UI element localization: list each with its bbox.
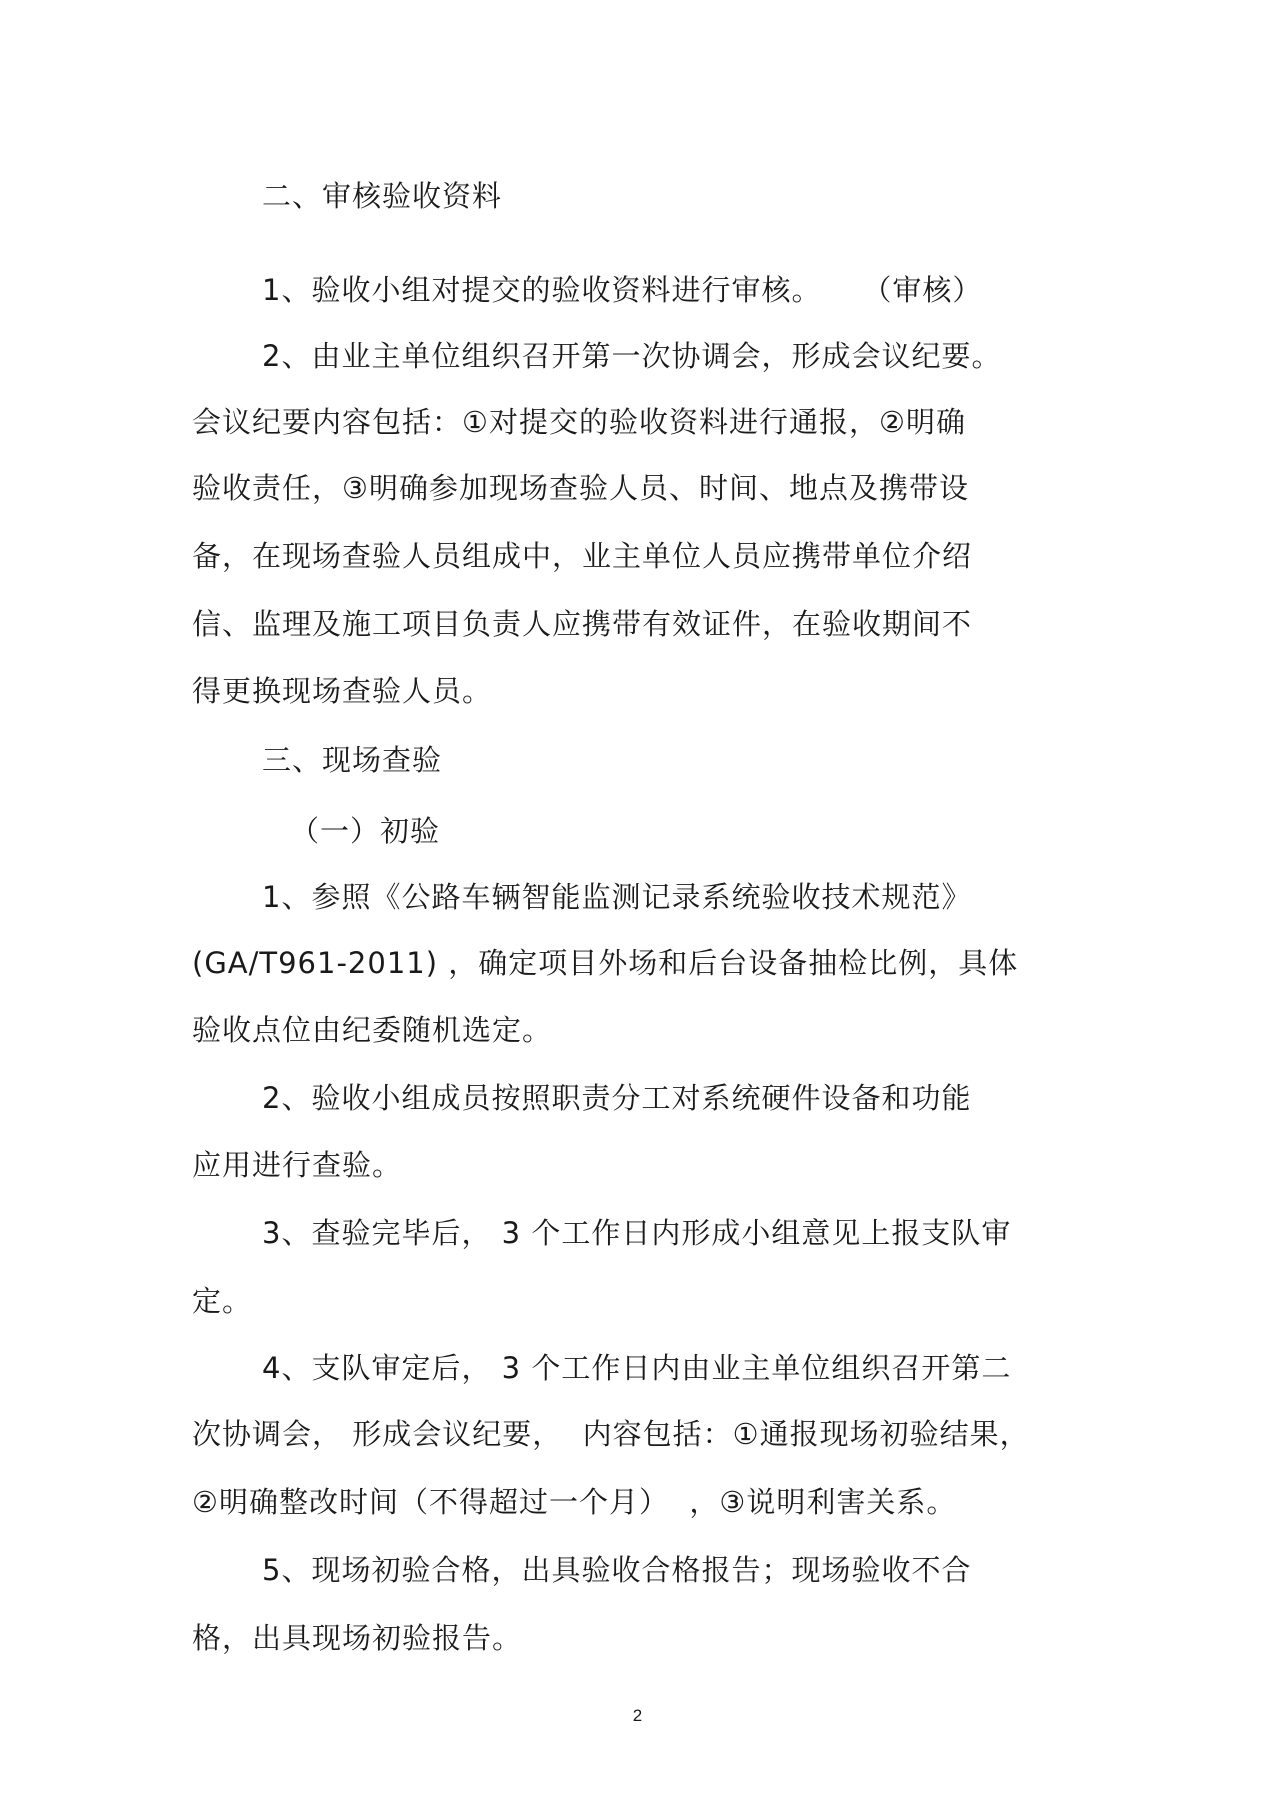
subsection-heading-initial: （一）初验 [290, 814, 441, 848]
paragraph-line: 1、验收小组对提交的验收资料进行审核。 （审核） [262, 273, 983, 307]
section-heading-review: 二、审核验收资料 [262, 179, 503, 213]
paragraph-line: 备，在现场查验人员组成中，业主单位人员应携带单位介绍 [192, 539, 973, 573]
page-number: 2 [632, 1706, 643, 1725]
paragraph-line: ②明确整改时间（不得超过一个月） ，③说明利害关系。 [192, 1485, 957, 1519]
paragraph-line: (GA/T961-2011) ，确定项目外场和后台设备抽检比例，具体 [192, 946, 1019, 980]
paragraph-line: 验收责任，③明确参加现场查验人员、时间、地点及携带设 [192, 471, 969, 505]
paragraph-line: 格，出具现场初验报告。 [192, 1621, 523, 1655]
paragraph-line: 得更换现场查验人员。 [192, 674, 493, 708]
paragraph-line: 会议纪要内容包括：①对提交的验收资料进行通报，②明确 [192, 405, 966, 439]
paragraph-line: 2、验收小组成员按照职责分工对系统硬件设备和功能 [262, 1081, 972, 1115]
paragraph-line: 信、监理及施工项目负责人应携带有效证件，在验收期间不 [192, 607, 973, 641]
paragraph-line: 1、参照《公路车辆智能监测记录系统验收技术规范》 [262, 880, 972, 914]
paragraph-line: 2、由业主单位组织召开第一次协调会，形成会议纪要。 [262, 339, 1002, 373]
paragraph-line: 应用进行查验。 [192, 1148, 403, 1182]
paragraph-line: 5、现场初验合格，出具验收合格报告；现场验收不合 [262, 1553, 972, 1587]
paragraph-line: 验收点位由纪委随机选定。 [192, 1013, 553, 1047]
paragraph-line: 3、查验完毕后， 3 个工作日内形成小组意见上报支队审 [262, 1216, 1012, 1250]
paragraph-line: 4、支队审定后， 3 个工作日内由业主单位组织召开第二 [262, 1351, 1012, 1385]
section-heading-inspection: 三、现场查验 [262, 743, 443, 777]
paragraph-line: 次协调会， 形成会议纪要， 内容包括：①通报现场初验结果， [192, 1417, 1030, 1451]
paragraph-line: 定。 [192, 1284, 253, 1318]
